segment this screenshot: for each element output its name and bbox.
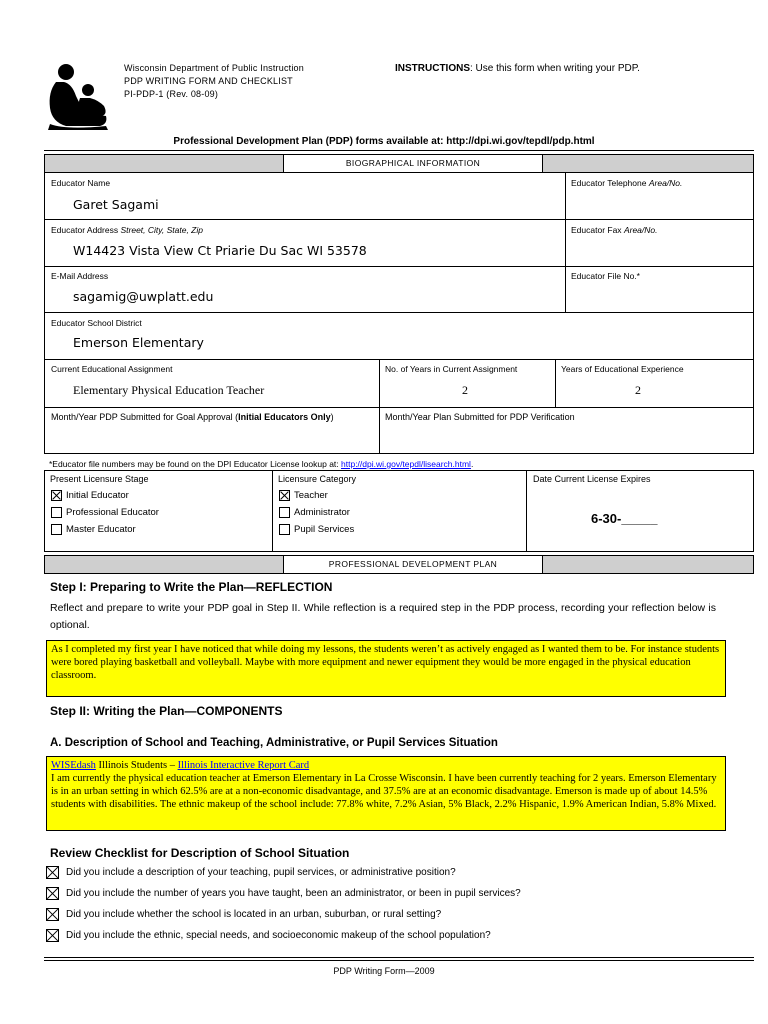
section-a-title: A. Description of School and Teaching, Administrative, or Pupil Services Situation [50,737,498,749]
district-cell[interactable] [45,313,754,360]
stage-option-initial[interactable]: Initial Educator [51,489,129,503]
assignment-value: Elementary Physical Education Teacher [73,383,265,397]
category-option-teacher[interactable]: Teacher [279,489,328,503]
org-name: Wisconsin Department of Public Instruction [124,63,304,73]
licensure-category-cell [273,471,527,551]
footer-text: PDP Writing Form—2009 [333,966,435,976]
checklist-item[interactable]: Did you include the ethnic, special needs, and socioeconomic makeup of the school population? [46,928,491,944]
years-current-cell[interactable] [380,360,556,408]
email-value: sagamig@uwplatt.edu [73,289,214,304]
district-value: Emerson Elementary [73,335,204,350]
license-lookup-link[interactable]: http://dpi.wi.gov/tepdl/lisearch.html [341,459,471,469]
licensure-category-label: Licensure Category [278,474,357,484]
instructions-label: INSTRUCTIONS [395,63,470,74]
licensure-stage-label: Present Licensure Stage [50,474,149,484]
license-expires-label: Date Current License Expires [533,474,651,484]
header-info [124,62,304,101]
step1-text: Reflect and prepare to write your PDP goal in Step II. While reflection is a required step in the PDP process, recording your reflection below is optional. [50,602,716,631]
checkbox-checked-icon[interactable] [46,887,59,900]
resource-links: WISEdash Illinois Students – Illinois Interactive Report Card [51,760,310,771]
district-label: Educator School District [51,318,142,328]
assignment-label: Current Educational Assignment [51,364,173,374]
pdp-header-bar [44,555,754,574]
bio-table [44,173,754,408]
file-no-label: Educator File No.* [571,271,640,281]
checkbox-checked-icon[interactable] [46,866,59,879]
instructions-text: : Use this form when writing your PDP. [470,63,640,74]
footer-rule-1 [44,957,754,958]
form-id: PI-PDP-1 (Rev. 08-09) [124,89,219,99]
verification-label: Month/Year Plan Submitted for PDP Verification [385,412,575,422]
wisedash-link[interactable]: WISEdash [51,760,96,771]
license-expires-value: 6-30-_____ [591,511,658,526]
educator-address-cell[interactable] [45,220,566,267]
email-cell[interactable] [45,267,566,313]
goal-approval-cell[interactable] [45,408,380,453]
checkbox-checked-icon[interactable] [46,908,59,921]
licensure-stage-cell [45,471,273,551]
pdp-section-title: PROFESSIONAL DEVELOPMENT PLAN [283,556,543,573]
stage-option-master[interactable]: Master Educator [51,523,136,537]
description-textbox[interactable] [46,756,726,831]
stage-option-professional[interactable]: Professional Educator [51,506,159,520]
description-text: I am currently the physical education teacher at Emerson Elementary in La Crosse Wisconsin. I have been currently teaching for 2 years. Emerson Elementary is in an urban setting in which 62.5% are at a non-economic disadvantage, and 37.5% are at an economic disadvantage. Emerson is made up of about 14.5% students with disabilities. The ethnic makeup of the school include: 77.8% white, 7.2% Asian, 5% Black, 2.2% Hispanic, 1.9% American Indian, 5.8% Mixed. [51,773,717,810]
bio-section-title: BIOGRAPHICAL INFORMATION [283,155,543,172]
verification-cell[interactable] [380,408,753,453]
phone-label: Educator Telephone Area/No. [571,178,683,188]
dpi-logo-icon [46,62,112,130]
years-exp-label: Years of Educational Experience [561,364,684,374]
license-expires-cell[interactable] [527,471,753,551]
checklist-item[interactable]: Did you include the number of years you have taught, been an administrator, or been in pupil services? [46,886,521,902]
checkbox-empty-icon[interactable] [279,524,290,535]
checkbox-empty-icon[interactable] [51,524,62,535]
phone-cell[interactable] [566,173,754,220]
submission-row [44,408,754,454]
assignment-cell[interactable] [45,360,380,408]
checkbox-checked-icon[interactable] [51,490,62,501]
reflection-textbox[interactable]: As I completed my first year I have noticed that while doing my lessons, the students weren’t as actively engaged as I wanted them to be. For instance students were bored playing basketball and volleyball. Maybe with more equipment and newer equipment they would be more engaged in the physical education classroom. [46,640,726,697]
form-name: PDP WRITING FORM AND CHECKLIST [124,76,293,86]
forms-available-note: Professional Development Plan (PDP) forms available at: http://dpi.wi.gov/tepdl/pdp.html [173,136,595,147]
footer-rule-2 [44,960,754,961]
licensure-table [44,470,754,552]
file-no-cell[interactable] [566,267,754,313]
checkbox-checked-icon[interactable] [46,929,59,942]
years-exp-value: 2 [635,383,641,397]
email-label: E-Mail Address [51,271,109,281]
fax-cell[interactable] [566,220,754,267]
step1-title: Step I: Preparing to Write the Plan—REFLECTION [50,580,333,594]
checkbox-checked-icon[interactable] [279,490,290,501]
fax-label: Educator Fax Area/No. [571,225,658,235]
step2-title: Step II: Writing the Plan—COMPONENTS [50,704,283,718]
educator-name-label: Educator Name [51,178,111,188]
years-current-label: No. of Years in Current Assignment [385,364,518,374]
checklist-title: Review Checklist for Description of School Situation [50,846,350,860]
instructions [395,63,640,74]
illinois-report-card-link[interactable]: Illinois Interactive Report Card [177,760,310,771]
checklist-item[interactable]: Did you include whether the school is located in an urban, suburban, or rural setting? [46,907,441,923]
checkbox-empty-icon[interactable] [279,507,290,518]
educator-address-value: W14423 Vista View Ct Priarie Du Sac WI 53578 [73,243,367,258]
educator-address-label: Educator Address Street, City, State, Zip [51,225,203,235]
category-option-pupil-services[interactable]: Pupil Services [279,523,354,537]
educator-name-value: Garet Sagami [73,197,159,212]
years-exp-cell[interactable] [556,360,754,408]
top-rule [44,150,754,151]
checkbox-empty-icon[interactable] [51,507,62,518]
bio-header-bar [44,154,754,173]
category-option-administrator[interactable]: Administrator [279,506,350,520]
file-number-footnote: *Educator file numbers may be found on the DPI Educator License lookup at: http://dpi.wi.gov/tepdl/lisearch.html. [49,459,474,469]
years-current-value: 2 [462,383,468,397]
goal-approval-label: Month/Year PDP Submitted for Goal Approval (Initial Educators Only) [51,412,334,422]
checklist-item[interactable]: Did you include a description of your teaching, pupil services, or administrative position? [46,865,456,881]
educator-name-cell[interactable] [45,173,566,220]
